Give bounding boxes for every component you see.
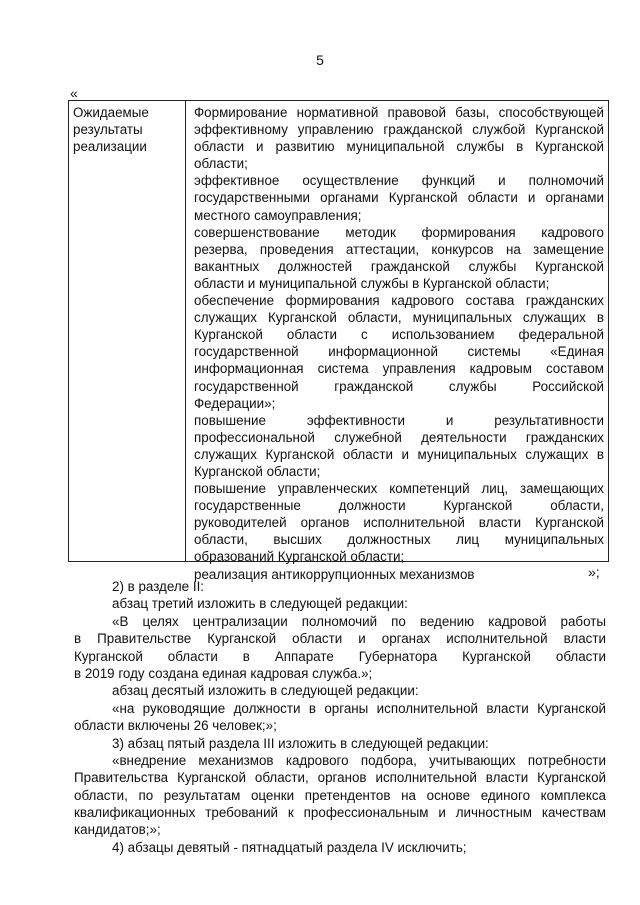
- opening-quote-mark: «: [70, 85, 78, 101]
- paragraph-line: квалификационных требований к профессиональным и личностным качествам: [74, 805, 606, 821]
- table-label-line: реализации: [73, 139, 147, 154]
- closing-quote-mark: »;: [588, 564, 600, 580]
- table-content-line: реализация антикоррупционных механизмов: [194, 566, 475, 582]
- page-number: 5: [316, 52, 324, 68]
- table-content-line: образований Курганской области;: [194, 549, 405, 565]
- table-content-line: эффективному управлению гражданской службой Курганской: [194, 122, 604, 138]
- table-content-line: области и развитию муниципальной службы в Курганской: [194, 139, 604, 155]
- table-content-line: Курганской области с использованием федеральной: [194, 327, 604, 343]
- table-content-line: области и муниципальной службы в Курганской области;: [194, 275, 550, 291]
- table-content-line: резерва, проведения аттестации, конкурсов на замещение: [194, 241, 604, 257]
- table-content-line: Федерации»;: [194, 395, 276, 411]
- table-content-line: совершенствование методик формирования кадрового: [194, 224, 604, 240]
- table-content-line: Курганской области;: [194, 463, 321, 479]
- paragraph-line: области, по результатам оценки претендентов на основе единого комплекса: [74, 787, 606, 803]
- paragraph-line: 2) в разделе II:: [112, 579, 205, 594]
- table-content-line: служащих Курганской области и муниципальных служащих в: [194, 446, 604, 462]
- table-content-line: Формирование нормативной правовой базы, способствующей: [194, 105, 604, 120]
- results-table: [68, 100, 609, 582]
- table-content-line: области, высших должностных лиц муниципальных: [194, 532, 604, 548]
- table-content-line: эффективное осуществление функций и полномочий: [194, 173, 604, 189]
- table-content-line: государственной гражданской службы Российской: [194, 378, 604, 394]
- table-content-line: информационная система управления кадровым составом: [194, 361, 604, 377]
- table-content-line: повышение управленческих компетенций лиц, замещающих: [194, 481, 604, 497]
- paragraph-line: в Правительстве Курганской области и органах исполнительной власти: [74, 631, 606, 647]
- table-content-line: государственными органами Курганской области и органами: [194, 190, 604, 206]
- table-content-line: государственные должности Курганской области,: [194, 498, 604, 514]
- table-label-cell: [69, 101, 186, 561]
- table-content-line: вакантных должностей гражданской службы Курганской: [194, 258, 604, 274]
- table-content-line: служащих Курганской области, муниципальных служащих в: [194, 310, 604, 326]
- table-content-line: местного самоуправления;: [194, 207, 362, 223]
- table-content-line: государственной информационной системы «Единая: [194, 344, 604, 360]
- paragraph-line: 4) абзацы девятый - пятнадцатый раздела IV исключить;: [112, 839, 467, 855]
- table-content-line: руководителей органов исполнительной власти Курганской: [194, 515, 604, 531]
- table-label-line: Ожидаемые: [73, 105, 149, 120]
- table-content-line: области;: [194, 156, 248, 172]
- paragraph-line: Правительства Курганской области, органов исполнительной власти Курганской: [74, 770, 606, 786]
- paragraph-line: Курганской области в Аппарате Губернатора Курганской области: [74, 648, 606, 664]
- table-label-line: результаты: [73, 122, 143, 137]
- paragraph-line: абзац десятый изложить в следующей редакции:: [112, 683, 419, 699]
- amendment-text: [74, 578, 606, 856]
- table-content-line: обеспечение формирования кадрового состава гражданских: [194, 293, 604, 309]
- table-content-line: профессиональной служебной деятельности гражданских: [194, 429, 604, 445]
- paragraph-line: 3) абзац пятый раздела III изложить в следующей редакции:: [112, 735, 489, 751]
- paragraph-line: абзац третий изложить в следующей редакции:: [112, 596, 408, 612]
- paragraph-line: в 2019 году создана единая кадровая служба.»;: [74, 665, 373, 681]
- paragraph-line: кандидатов;»;: [74, 822, 161, 838]
- paragraph-line: «на руководящие должности в органы исполнительной власти Курганской: [112, 700, 606, 716]
- table-content-cell: [194, 101, 604, 582]
- paragraph-line: «В целях централизации полномочий по ведению кадровой работы: [112, 613, 606, 629]
- table-content-line: повышение эффективности и результативности: [194, 412, 604, 428]
- paragraph-line: области включены 26 человек;»;: [74, 718, 277, 734]
- paragraph-line: «внедрение механизмов кадрового подбора, учитывающих потребности: [112, 752, 606, 768]
